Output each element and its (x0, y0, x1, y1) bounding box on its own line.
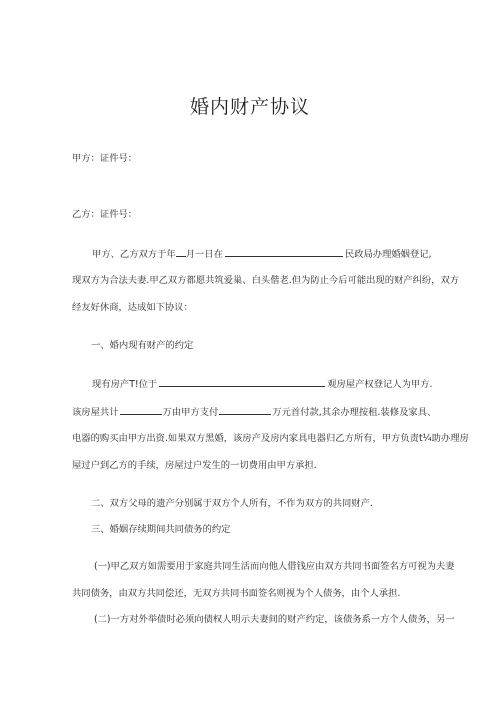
section-1-line-2 (72, 405, 436, 419)
blank-down-payment (219, 405, 271, 415)
section-1-text-1a: 现有房产T!位于 (92, 379, 158, 390)
section-1-heading: 一、婚内现有财产的约定 (91, 340, 194, 351)
section-1-text-2b: 万由甲方支付 (162, 407, 219, 418)
section-3-para-1-line-1: (一)甲乙双方如需要用于家庭共同生活而向他人借钱应由双方共同书面签名方可视为夫妻 (94, 561, 455, 572)
section-1-text-1b: 观房屋产权登记人为甲方. (327, 379, 433, 390)
document-title: 婚内财产协议 (189, 96, 310, 118)
intro-line-1 (92, 247, 432, 261)
intro-text-1b: 月一日在 (185, 249, 223, 260)
section-1-text-2c: 万元首付款,其余办理按租.装修及家具、 (272, 407, 437, 418)
intro-text-1c: 民政局办理婚姻登记, (344, 249, 432, 260)
section-1-text-2a: 该房屋共计 (72, 407, 119, 418)
section-3-para-1-line-2: 共同债务，由双方共同偿还，无双方共同书面签名则视为个人债务，由个人承担. (72, 588, 401, 599)
blank-total (120, 405, 162, 415)
blank-year (176, 247, 186, 257)
party-a-line: 甲方：证件号： (72, 153, 138, 164)
section-2-heading: 二、双方父母的遗产分别属于双方个人所有，不作为双方的共同财产. (91, 498, 373, 509)
section-1-line-3: 电器的购买由甲方出资.如果双方黑婚，该房产及房内家具电器归乙方所有，甲方负责t¼助办理房 (72, 433, 469, 444)
section-1-line-1 (92, 377, 432, 391)
section-1-line-4: 屋过户到乙方的手续，房屋过户发生的一切费用由甲方承担. (72, 460, 317, 471)
intro-text-1a: 甲方、乙方双方于年 (92, 249, 176, 260)
section-3-heading: 三、婚姻存续期间共同债务的约定 (91, 524, 231, 535)
blank-bureau (225, 247, 343, 257)
party-b-line: 乙方：证件号： (72, 209, 138, 220)
blank-address (159, 377, 325, 387)
section-3-para-2-line-1: (二)一方对外举债时必须向债权人明示夫妻间的财产约定，该债务系一方个人债务，另一 (94, 614, 455, 625)
intro-line-3: 经友好休商，达成如下协议： (72, 302, 193, 313)
intro-line-2: 现双方为合法夫妻.甲乙双方都愿共筑爱巢、白头偕老.但为防止今后可能出现的财产纠纷，双方 (72, 275, 460, 286)
